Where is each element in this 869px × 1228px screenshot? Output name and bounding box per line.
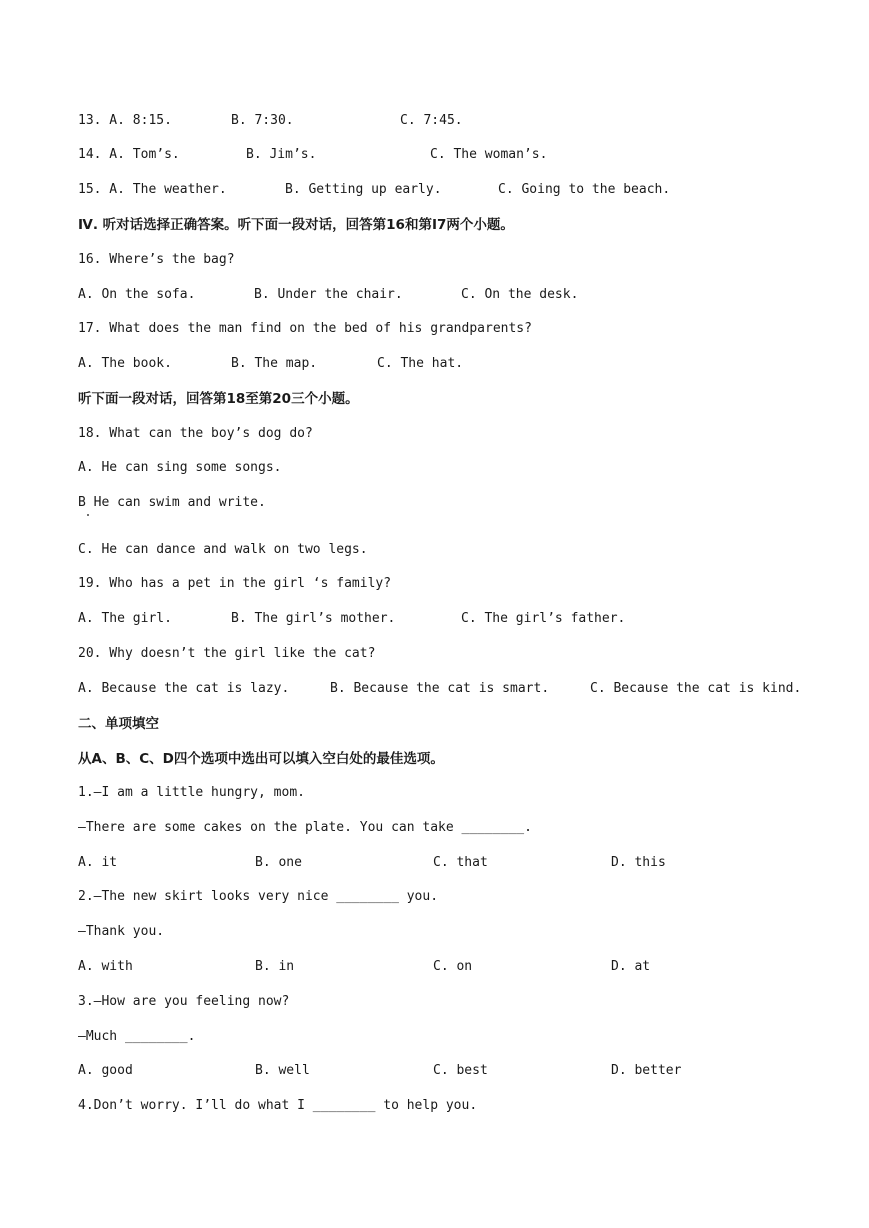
question-18-option-c: C. He can dance and walk on two legs. — [78, 542, 368, 557]
option-b: B. Under the chair. — [254, 287, 403, 302]
stray-dot — [87, 514, 89, 516]
option-a: A. good — [78, 1063, 133, 1078]
option-c: C. The girl’s father. — [461, 611, 626, 626]
option-d: D. this — [611, 855, 666, 870]
question-17: 17. What does the man find on the bed of his grandparents? — [78, 321, 532, 336]
item-3-question: 3.—How are you feeling now? — [78, 994, 290, 1009]
option-a: A. it — [78, 855, 118, 870]
option-c: C. that — [433, 855, 488, 870]
question-20: 20. Why doesn’t the girl like the cat? — [78, 646, 376, 661]
option-c: C. Going to the beach. — [498, 182, 671, 197]
section-heading: 听下面一段对话，回答第18至第20三个小题。 — [78, 391, 359, 407]
question-16: 16. Where’s the bag? — [78, 252, 235, 267]
part-instructions: 从A、B、C、D四个选项中选出可以填入空白处的最佳选项。 — [78, 751, 444, 767]
section-heading: Ⅳ. 听对话选择正确答案。听下面一段对话，回答第16和第I7两个小题。 — [78, 217, 514, 233]
option-c: C. Because the cat is kind. — [590, 681, 802, 696]
item-3-response: —Much ________. — [78, 1029, 196, 1044]
option-b: B. well — [255, 1063, 310, 1078]
option-d: D. better — [611, 1063, 682, 1078]
option-c: C. best — [433, 1063, 488, 1078]
option-b: B. The map. — [231, 356, 318, 371]
question-19: 19. Who has a pet in the girl ‘s family? — [78, 576, 392, 591]
option-a: A. On the sofa. — [78, 287, 196, 302]
option-c: C. The woman’s. — [430, 147, 548, 162]
option-b: B. Getting up early. — [285, 182, 442, 197]
option-b: B. one — [255, 855, 302, 870]
option-b: B. in — [255, 959, 295, 974]
option-a: A. with — [78, 959, 133, 974]
item-2-response: —Thank you. — [78, 924, 165, 939]
option-c: C. On the desk. — [461, 287, 579, 302]
option-a: 15. A. The weather. — [78, 182, 227, 197]
option-c: C. The hat. — [377, 356, 464, 371]
option-d: D. at — [611, 959, 651, 974]
option-c: C. 7:45. — [400, 113, 463, 128]
option-a: 14. A. Tom’s. — [78, 147, 180, 162]
item-1-question: 1.—I am a little hungry, mom. — [78, 785, 305, 800]
option-a: 13. A. 8:15. — [78, 113, 172, 128]
part-title: 二、单项填空 — [78, 716, 159, 732]
option-b: B. Because the cat is smart. — [330, 681, 550, 696]
question-18-option-a: A. He can sing some songs. — [78, 460, 282, 475]
item-1-response: —There are some cakes on the plate. You can take ________. — [78, 820, 532, 835]
option-a: A. The girl. — [78, 611, 172, 626]
option-b: B. Jim’s. — [246, 147, 317, 162]
option-a: A. The book. — [78, 356, 172, 371]
item-2-question: 2.—The new skirt looks very nice ________ you. — [78, 889, 439, 904]
option-b: B. The girl’s mother. — [231, 611, 396, 626]
option-c: C. on — [433, 959, 473, 974]
question-18: 18. What can the boy’s dog do? — [78, 426, 313, 441]
option-a: A. Because the cat is lazy. — [78, 681, 290, 696]
item-4-question: 4.Don’t worry. I’ll do what I ________ to help you. — [78, 1098, 478, 1113]
question-18-option-b: B He can swim and write. — [78, 495, 266, 510]
option-b: B. 7:30. — [231, 113, 294, 128]
